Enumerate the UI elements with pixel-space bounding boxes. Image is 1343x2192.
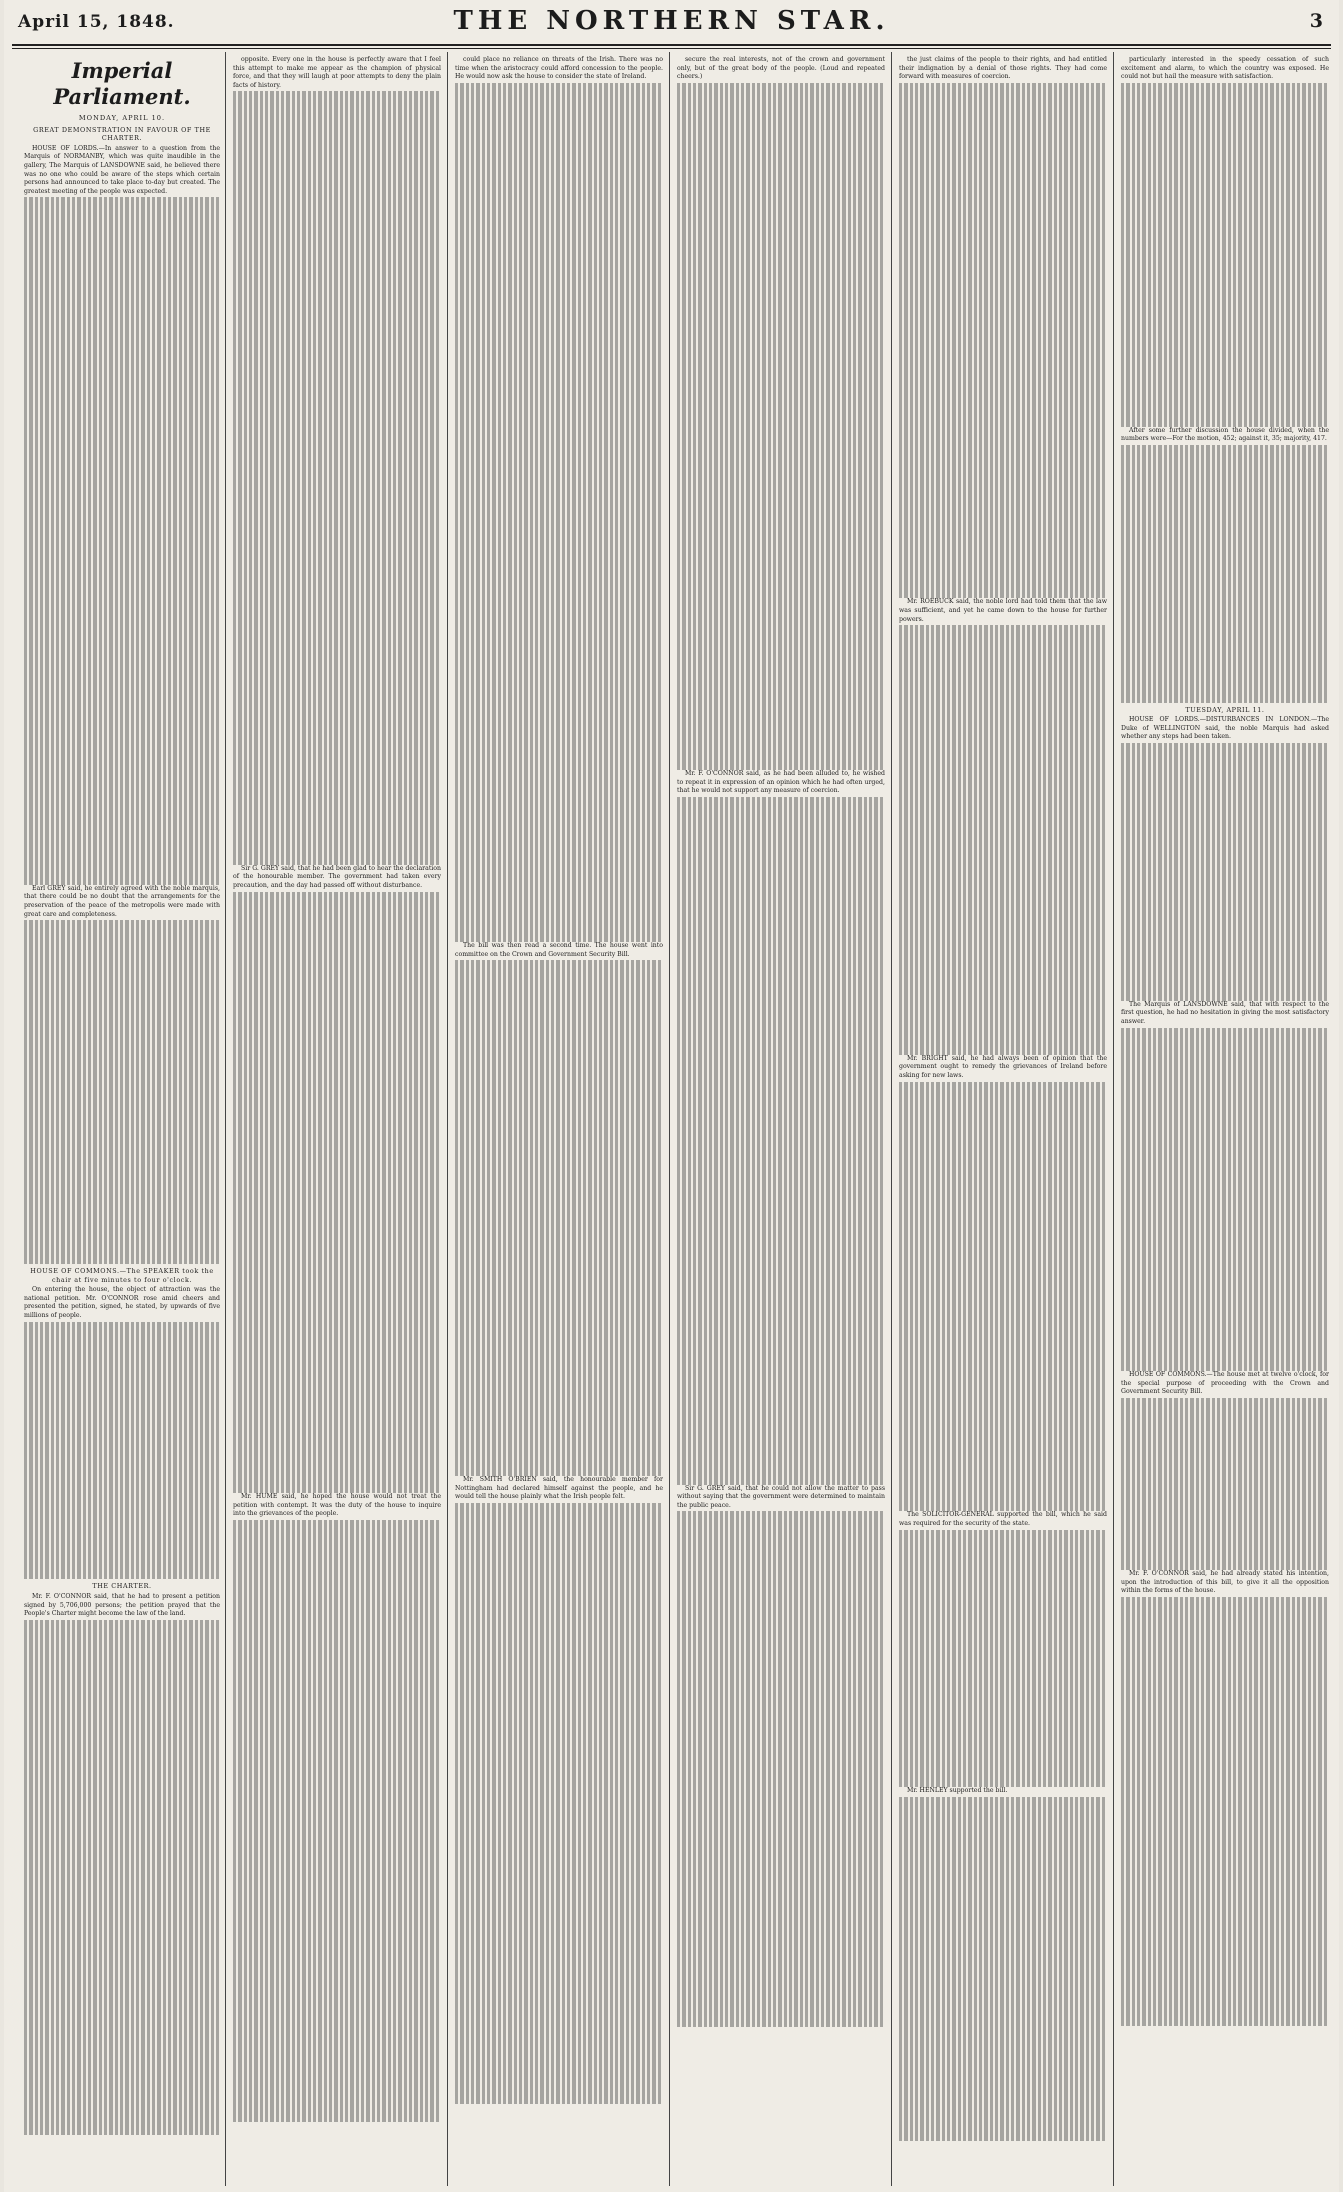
article-paragraph: secure the real interests, not of the crown and government only, but of the great body of the people. (Loud and repeated cheers.): [677, 56, 885, 81]
article-paragraph: opposite. Every one in the house is perfectly aware that I feel this attempt to make me appear as the champion of physical force, and that they will laugh at poor attempts to deny the plain facts of history.: [233, 56, 441, 89]
article-paragraph: Sir G. GREY said, that he had been glad to hear the declaration of the honourable member. The government had taken every precaution, and the day had passed off without disturbance.: [233, 864, 441, 889]
text-block: [24, 1322, 220, 1580]
article-paragraph: The bill was then read a second time. The house went into committee on the Crown and Government Security Bill.: [455, 942, 663, 958]
article-paragraph: Mr. SMITH O'BRIEN said, the honourable member for Nottingham had declared himself against the people, and he would tell the house plainly what the Irish people felt.: [455, 1475, 663, 1501]
article-paragraph: Mr. HENLEY supported the bill.: [907, 1787, 1008, 1795]
article-paragraph: Mr. F. O'CONNOR said, as he had been alluded to, he wished to repeat it in expression of an opinion which he had often urged, that he would not support any measure of coercion.: [677, 770, 885, 795]
text-block: [455, 1503, 663, 2105]
article-paragraph: Mr. F. O'CONNOR said, he had already stated his intention, upon the introduction of this bill, to give it all the opposition within the forms of the house.: [1121, 1569, 1329, 1595]
column-4: [677, 56, 885, 2184]
column-divider: [891, 52, 892, 2186]
article-paragraph: HOUSE OF LORDS.—In answer to a question from the Marquis of NORMANBY, which was quite inaudible in the gallery, The Marquis of LANSDOWNE said, he believed there was no one who could be aware of the steps which certain persons had announced to take place to-day but created. The greatest meeting of the people was expected.: [24, 144, 220, 195]
column-1: [24, 56, 220, 2184]
article-paragraph: Sir G. GREY said, that he could not allow the matter to pass without saying that the government were determined to maintain the public peace.: [677, 1484, 885, 1509]
article-paragraph: On entering the house, the object of attraction was the national petition. Mr. O'CONNOR rose amid cheers and presented the petition, signed, he stated, by upwards of five millions of people.: [24, 1286, 220, 1319]
text-block: [1121, 1398, 1329, 1570]
article-paragraph: could place no reliance on threats of the Irish. There was no time when the aristocracy could afford concession to the people. He would now ask the house to consider the state of Ireland.: [455, 56, 663, 81]
masthead: [4, 0, 1339, 46]
masthead-rule: [12, 44, 1331, 46]
text-block: [1121, 1597, 1329, 2027]
article-paragraph: Mr. HUME said, he hoped the house would not treat the petition with contempt. It was the duty of the house to inquire into the grievances of the people.: [233, 1493, 441, 1518]
dateline: MONDAY, APRIL 10.: [78, 114, 166, 122]
text-block: [899, 1797, 1107, 2141]
newspaper-page: [4, 0, 1339, 2192]
article-subhead: HOUSE OF COMMONS.—The SPEAKER took the chair at five minutes to four o'clock.: [30, 1266, 214, 1284]
column-3: [455, 56, 663, 2184]
newspaper-title: THE NORTHERN STAR.: [453, 6, 890, 36]
article-subhead: GREAT DEMONSTRATION IN FAVOUR OF THE CHARTER.: [33, 125, 211, 143]
article-paragraph: particularly interested in the speedy cessation of such excitement and alarm, to which the country was exposed. He could not but hail the measure with satisfaction.: [1121, 56, 1329, 81]
article-paragraph: Earl GREY said, he entirely agreed with the noble marquis, that there could be no doubt that the arrangements for the preservation of the peace of the metropolis were made with great care and completeness.: [24, 884, 220, 918]
column-divider: [1113, 52, 1114, 2186]
text-block: [677, 797, 885, 1485]
text-block: [24, 920, 220, 1264]
section-title: Imperial Parliament.: [53, 58, 191, 109]
text-block: [899, 1082, 1107, 1512]
column-divider: [447, 52, 448, 2186]
article-paragraph: The SOLICITOR-GENERAL supported the bill, which he said was required for the security of the state.: [899, 1511, 1107, 1527]
text-block: [899, 83, 1107, 599]
article-paragraph: The Marquis of LANSDOWNE said, that with respect to the first question, he had no hesitation in giving the most satisfactory answer.: [1121, 1000, 1329, 1025]
column-5: [899, 56, 1107, 2184]
article-subhead: TUESDAY, APRIL 11.: [1185, 705, 1265, 714]
article-subhead: THE CHARTER.: [92, 1582, 152, 1591]
text-block: [1121, 1028, 1329, 1372]
text-block: [677, 1511, 885, 2027]
article-paragraph: HOUSE OF COMMONS.—The house met at twelve o'clock, for the special purpose of proceeding with the Crown and Government Security Bill.: [1121, 1371, 1329, 1396]
text-block: [899, 625, 1107, 1055]
text-block: [455, 960, 663, 1476]
text-block: [233, 91, 441, 864]
article-paragraph: the just claims of the people to their rights, and had entitled their indignation by a denial of those rights. They had come forward with measures of coercion.: [899, 56, 1107, 81]
text-block: [899, 1530, 1107, 1788]
text-block: [1121, 743, 1329, 1001]
masthead-rule-thin: [12, 48, 1331, 49]
text-block: [1121, 83, 1329, 427]
text-block: [233, 1520, 441, 2122]
page-number: 3: [1309, 10, 1323, 32]
article-paragraph: Mr. BRIGHT said, he had always been of opinion that the government ought to remedy the grievances of Ireland before asking for new laws.: [899, 1054, 1107, 1080]
column-2: [233, 56, 441, 2184]
article-paragraph: Mr. F. O'CONNOR said, that he had to present a petition signed by 5,706,000 persons; the petition prayed that the People's Charter might become the law of the land.: [24, 1592, 220, 1618]
text-block: [233, 892, 441, 1494]
article-paragraph: HOUSE OF LORDS.—DISTURBANCES IN LONDON.—The Duke of WELLINGTON said, the noble Marquis had asked whether any steps had been taken.: [1121, 716, 1329, 741]
column-6: [1121, 56, 1329, 2184]
text-block: [24, 1620, 220, 2136]
column-divider: [669, 52, 670, 2186]
text-block: [677, 83, 885, 771]
column-divider: [225, 52, 226, 2186]
article-paragraph: Mr. ROEBUCK said, the noble lord had told them that the law was sufficient, and yet he came down to the house for further powers.: [899, 598, 1107, 623]
text-block: [455, 83, 663, 942]
article-paragraph: After some further discussion the house divided, when the numbers were—For the motion, 452; against it, 35; majority, 417.: [1121, 426, 1329, 443]
issue-date: April 15, 1848.: [18, 12, 175, 32]
text-block: [24, 197, 220, 885]
text-block: [1121, 445, 1329, 703]
